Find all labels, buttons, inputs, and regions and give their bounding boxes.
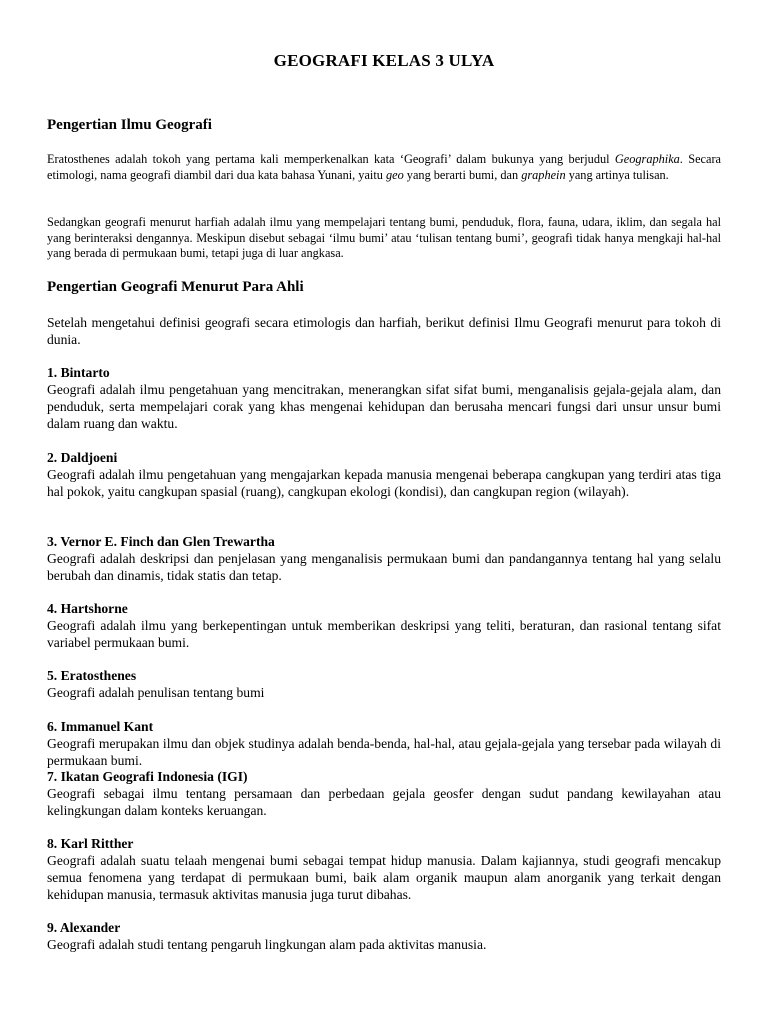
paragraph-harfiah: Sedangkan geografi menurut harfiah adalah ilmu yang mempelajari tentang bumi, penduduk, flora, fauna, udara, iklim, dan segala hal yang berinteraksi dengannya. Meskipun disebut sebagai ‘ilmu bumi’ atau ‘tulisan tentang bumi’, geografi tidak hanya mengkaji hal-hal yang berada di permukaan bumi, tetapi juga di luar angkasa.	[47, 215, 721, 260]
expert-item	[47, 919, 721, 953]
expert-item	[47, 600, 721, 651]
expert-definition: Geografi adalah ilmu pengetahuan yang mengajarkan kepada manusia mengenai beberapa cangkupan yang terdiri atas tiga hal pokok, yaitu cangkupan spasial (ruang), cangkupan ekologi (kondisi), dan cangkupan region (wilayah).	[47, 467, 721, 499]
expert-name: 8. Karl Ritther	[47, 836, 134, 851]
expert-item	[47, 449, 721, 500]
section-heading-pengertian: Pengertian Ilmu Geografi	[47, 117, 212, 133]
expert-name: 5. Eratosthenes	[47, 668, 137, 683]
expert-definition: Geografi adalah suatu telaah mengenai bumi sebagai tempat hidup manusia. Dalam kajiannya, studi geografi mencakup semua fenomena yang terdapat di permukaan bumi, baik alam organik maupun alam anorganik yang terkait dengan kehidupan manusia, termasuk aktivitas manusia juga turut dibahas.	[47, 853, 721, 902]
expert-name: 7. Ikatan Geografi Indonesia (IGI)	[47, 769, 248, 784]
expert-name: 1. Bintarto	[47, 365, 110, 380]
expert-name: 4. Hartshorne	[47, 601, 128, 616]
expert-name: 3. Vernor E. Finch dan Glen Trewartha	[47, 534, 275, 549]
expert-definition: Geografi adalah ilmu pengetahuan yang mencitrakan, menerangkan sifat sifat bumi, menganalisis gejala-gejala alam, dan penduduk, serta mempelajari corak yang khas mengenai kehidupan dan berusaha mencari fungsi dari unsur unsur bumi dalam ruang dan waktu.	[47, 382, 721, 431]
expert-item	[47, 768, 721, 819]
section-heading-para-ahli: Pengertian Geografi Menurut Para Ahli	[47, 279, 304, 295]
expert-definition: Geografi adalah penulisan tentang bumi	[47, 685, 265, 700]
expert-definition: Geografi adalah studi tentang pengaruh lingkungan alam pada aktivitas manusia.	[47, 937, 487, 952]
italic-term: geo	[385, 167, 404, 182]
expert-item	[47, 364, 721, 432]
italic-term: Geographika	[614, 152, 680, 166]
expert-item	[47, 718, 721, 769]
document-title: GEOGRAFI KELAS 3 ULYA	[273, 51, 495, 70]
expert-item	[47, 533, 721, 584]
expert-definition: Geografi sebagai ilmu tentang persamaan dan perbedaan gejala geosfer dengan sudut pandang kewilayahan atau kelingkungan dalam konteks keruangan.	[47, 786, 721, 818]
expert-name: 2. Daldjoeni	[47, 450, 118, 465]
expert-definition: Geografi adalah ilmu yang berkepentingan untuk memberikan deskripsi yang teliti, beraturan, dan rasional tentang sifat variabel permukaan bumi.	[47, 618, 721, 650]
expert-item	[47, 835, 721, 903]
expert-definition: Geografi adalah deskripsi dan penjelasan yang menganalisis permukaan bumi dan pandangannya tentang hal yang selalu berubah dan dinamis, tidak statis dan tetap.	[47, 551, 721, 583]
expert-name: 9. Alexander	[47, 920, 121, 935]
paragraph-intro-ahli: Setelah mengetahui definisi geografi secara etimologis dan harfiah, berikut definisi Ilmu Geografi menurut para tokoh di dunia.	[47, 315, 721, 347]
italic-term: graphein	[521, 167, 566, 182]
expert-item	[47, 667, 721, 701]
paragraph-etimologi: Eratosthenes adalah tokoh yang pertama kali memperkenalkan kata ‘Geografi’ dalam bukunya yang berjudul Geographika. Secara etimologi, nama geografi diambil dari dua kata bahasa Yunani, yaitu geo yang berarti bumi, dan graphein yang artinya tulisan.	[47, 152, 721, 182]
expert-definition: Geografi merupakan ilmu dan objek studinya adalah benda-benda, hal-hal, atau gejala-gejala yang tersebar pada wilayah di permukaan bumi.	[47, 736, 721, 768]
expert-name: 6. Immanuel Kant	[47, 719, 154, 734]
